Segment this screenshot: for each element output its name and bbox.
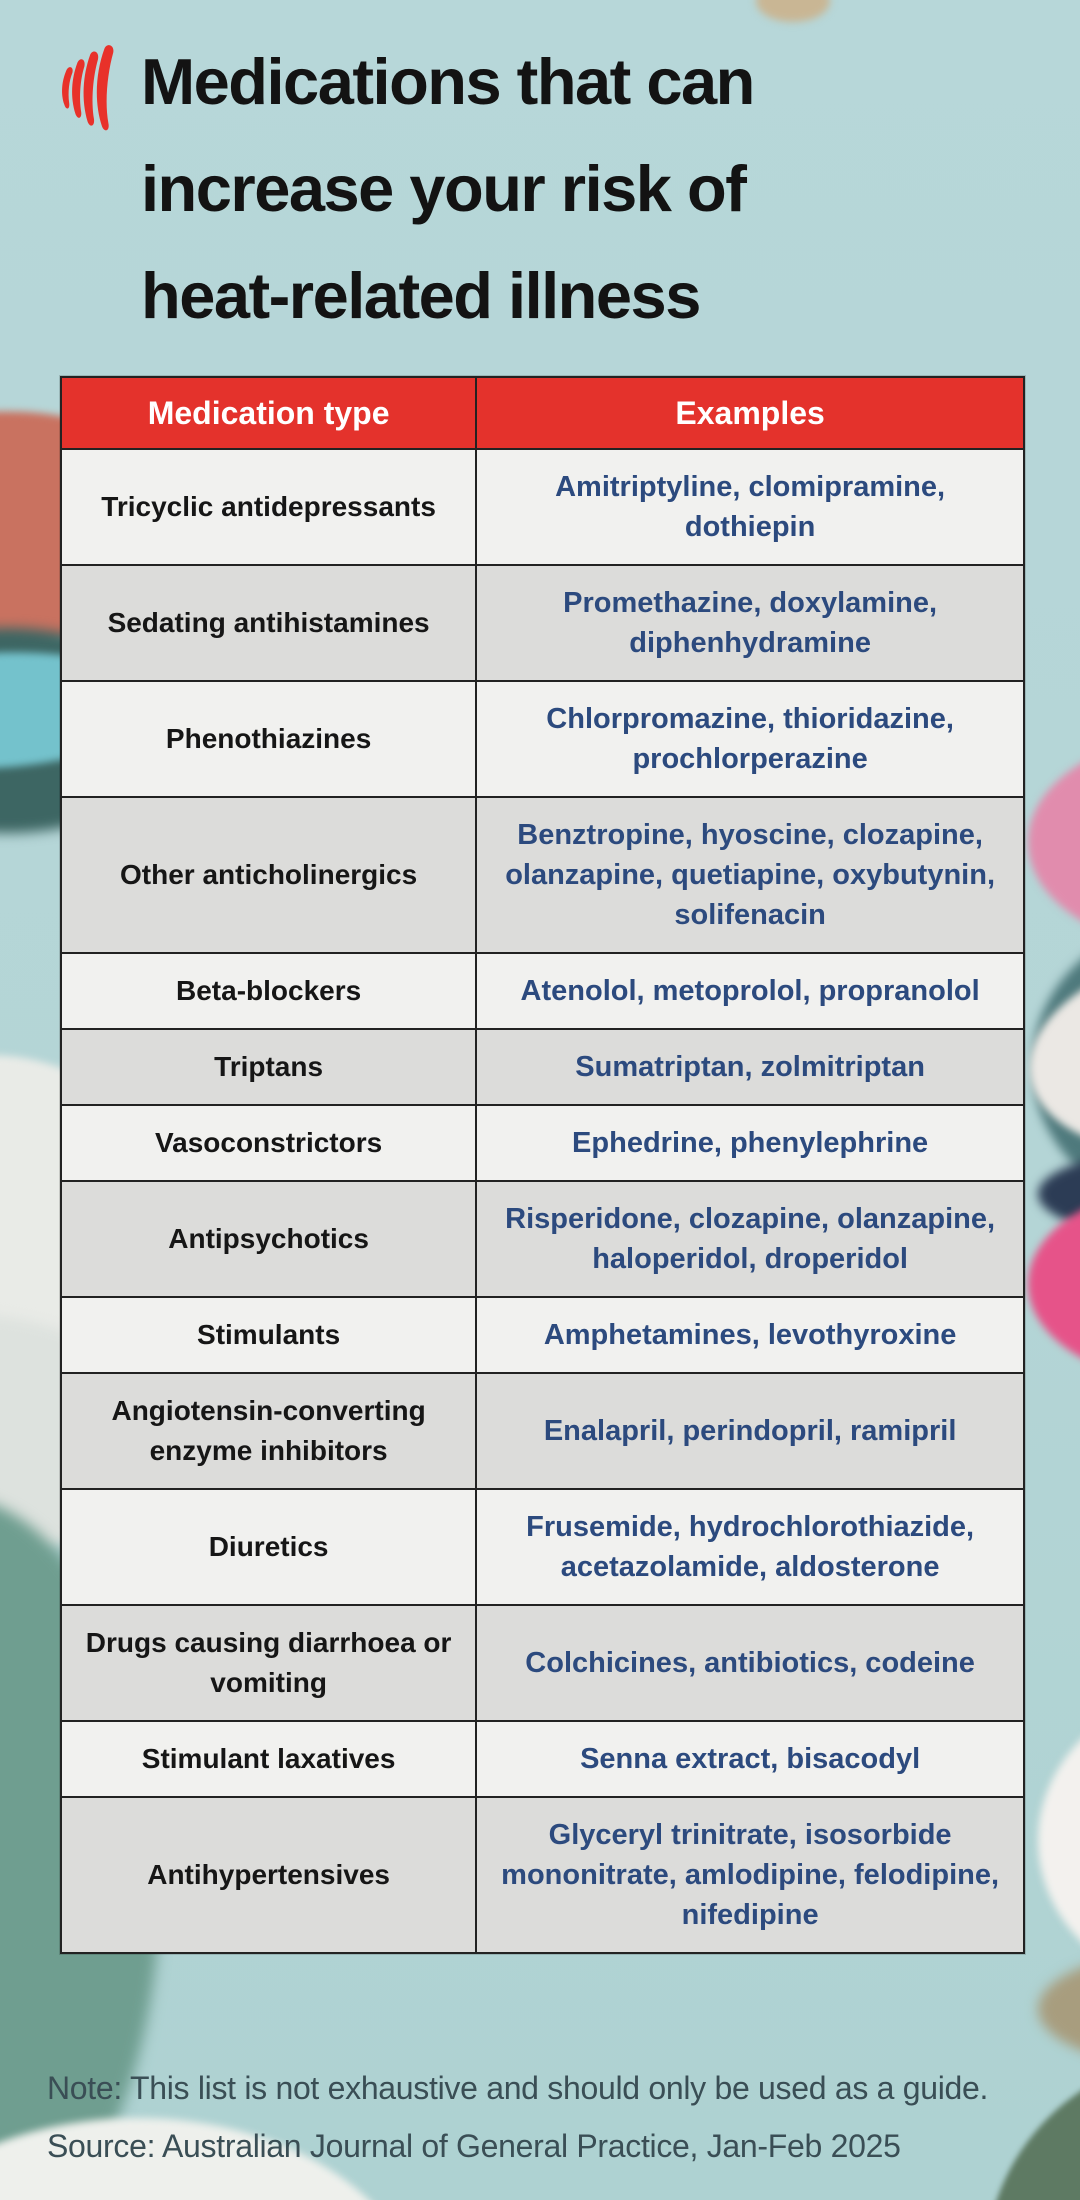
medication-type-cell: Angiotensin-converting enzyme inhibitors [111,1395,426,1466]
title-line-3: heat-related illness [141,259,700,332]
title-line-1: Medications that can [141,45,754,118]
examples-cell: Promethazine, doxylamine, diphenhydramine [475,566,1023,680]
table-row [62,564,1023,680]
examples-cell: Chlorpromazine, thioridazine, prochlorperazine [475,682,1023,796]
medication-type-cell: Triptans [214,1051,324,1082]
table-row [62,796,1023,952]
medication-type-cell: Sedating antihistamines [107,607,430,638]
table-row [62,1604,1023,1720]
examples-cell: Risperidone, clozapine, olanzapine, haloperidol, droperidol [475,1182,1023,1296]
source-text: Source: Australian Journal of General Practice, Jan-Feb 2025 [47,2128,901,2164]
medication-type-cell: Phenothiazines [165,723,372,754]
column-header-medication-type: Medication type [147,394,390,431]
table-row [62,1720,1023,1796]
medication-type-cell: Tricyclic antidepressants [101,491,436,522]
table-row [62,1296,1023,1372]
table-row [62,1796,1023,1952]
examples-cell: Frusemide, hydrochlorothiazide, acetazolamide, aldosterone [475,1490,1023,1604]
medication-type-cell: Stimulant laxatives [141,1743,396,1774]
medications-table [60,376,1025,1954]
medication-type-cell: Beta-blockers [176,975,362,1006]
table-body [62,448,1023,1952]
sbs-logo-icon [58,38,122,138]
examples-cell: Ephedrine, phenylephrine [475,1106,1023,1180]
examples-cell: Amitriptyline, clomipramine, dothiepin [475,450,1023,564]
examples-cell: Sumatriptan, zolmitriptan [475,1030,1023,1104]
table-row [62,680,1023,796]
title-line-2: increase your risk of [141,152,746,225]
table-row [62,1372,1023,1488]
medication-type-cell: Drugs causing diarrhoea or vomiting [85,1627,452,1698]
table-row [62,1028,1023,1104]
note-text: Note: This list is not exhaustive and should only be used as a guide. [47,2070,989,2106]
examples-cell: Enalapril, perindopril, ramipril [475,1374,1023,1488]
pill-pink-right [1028,733,1080,951]
pill-khaki-right [1038,1948,1080,2070]
table-row [62,1180,1023,1296]
examples-cell: Atenolol, metoprolol, propranolol [475,954,1023,1028]
table-row [62,1488,1023,1604]
page-title [141,28,754,349]
medication-type-cell: Antihypertensives [147,1859,390,1890]
medication-type-cell: Antipsychotics [168,1223,369,1254]
examples-cell: Benztropine, hyoscine, clozapine, olanzapine, quetiapine, oxybutynin, solifenacin [475,798,1023,952]
table-row [62,448,1023,564]
medication-type-cell: Diuretics [208,1531,329,1562]
examples-cell: Colchicines, antibiotics, codeine [475,1606,1023,1720]
medication-type-cell: Other anticholinergics [120,859,418,890]
examples-cell: Amphetamines, levothyroxine [475,1298,1023,1372]
table-row [62,952,1023,1028]
pill-tan-top [756,0,830,22]
medication-type-cell: Stimulants [197,1319,341,1350]
examples-cell: Glyceryl trinitrate, isosorbide mononitrate, amlodipine, felodipine, nifedipine [475,1798,1023,1952]
pill-white-right [1038,1688,1080,1993]
column-header-examples: Examples [475,378,1023,448]
medication-type-cell: Vasoconstrictors [155,1127,383,1158]
examples-cell: Senna extract, bisacodyl [475,1722,1023,1796]
table-header-row [62,378,1023,448]
table-row [62,1104,1023,1180]
